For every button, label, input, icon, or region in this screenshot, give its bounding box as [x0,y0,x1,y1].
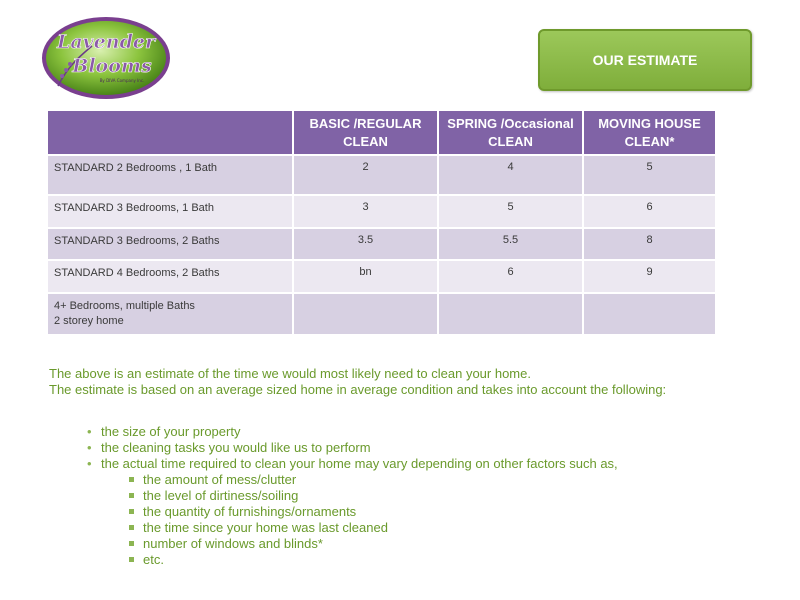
table-row [48,155,715,195]
column-header-blank [48,111,293,155]
spring-value: 5.5 [438,228,583,260]
estimate-notes [49,366,749,568]
row-label-line: STANDARD 2 Bedrooms , 1 Bath [54,162,218,174]
spring-value: 4 [438,155,583,195]
table-row [48,228,715,260]
column-header-basic-regular: BASIC /REGULAR CLEAN [293,111,438,155]
basic-value: bn [293,260,438,293]
row-label-line: 2 storey home [54,315,124,327]
sub-list-item: the quantity of furnishings/ornaments [129,504,749,520]
moving-value [583,293,715,334]
logo-text-line2: Blooms [72,55,152,77]
sub-list-item: the time since your home was last cleaned [129,520,749,536]
row-label-line: 4+ Bedrooms, multiple Baths [54,300,195,312]
column-header-spring-occasional: SPRING /Occasional CLEAN [438,111,583,155]
sub-list-item: the level of dirtiness/soiling [129,488,749,504]
row-label-line: STANDARD 3 Bedrooms, 2 Baths [54,235,220,247]
sub-list-item: the amount of mess/clutter [129,472,749,488]
logo-graphic [40,16,172,100]
our-estimate-label: OUR ESTIMATE [592,52,698,68]
basic-value [293,293,438,334]
factors-list [49,424,749,568]
row-label-line: STANDARD 4 Bedrooms, 2 Baths [54,267,220,279]
basic-value: 2 [293,155,438,195]
row-label [48,195,293,228]
moving-value: 8 [583,228,715,260]
spring-value: 5 [438,195,583,228]
moving-value: 5 [583,155,715,195]
spring-value: 6 [438,260,583,293]
list-item [87,456,749,568]
list-item: • the cleaning tasks you would like us to perform [87,440,749,456]
list-item: • the size of your property [87,424,749,440]
row-label-line: STANDARD 3 Bedrooms, 1 Bath [54,202,214,214]
row-label [48,260,293,293]
moving-value: 9 [583,260,715,293]
sub-list-item: etc. [129,552,749,568]
table-row [48,195,715,228]
moving-value: 6 [583,195,715,228]
row-label [48,293,293,334]
notes-intro-line: The above is an estimate of the time we would most likely need to clean your home. [49,366,531,381]
estimate-table [48,111,715,334]
table-row [48,260,715,293]
basic-value: 3.5 [293,228,438,260]
notes-intro-line: The estimate is based on an average sized home in average condition and takes into account the following: [49,382,667,397]
logo-tagline: By DIVA Company Inc. [99,78,145,83]
spring-value [438,293,583,334]
row-label [48,228,293,260]
basic-value: 3 [293,195,438,228]
table-row [48,293,715,334]
lavender-blooms-logo [40,16,172,100]
column-header-moving-house: MOVING HOUSE CLEAN* [583,111,715,155]
other-factors-list [101,472,749,568]
sub-list-item: number of windows and blinds* [129,536,749,552]
list-item-text: the actual time required to clean your home may vary depending on other factors such as, [101,456,618,471]
our-estimate-banner [538,29,752,91]
table-header-row [48,111,715,155]
row-label [48,155,293,195]
logo-text-line1: Lavender [57,31,155,53]
